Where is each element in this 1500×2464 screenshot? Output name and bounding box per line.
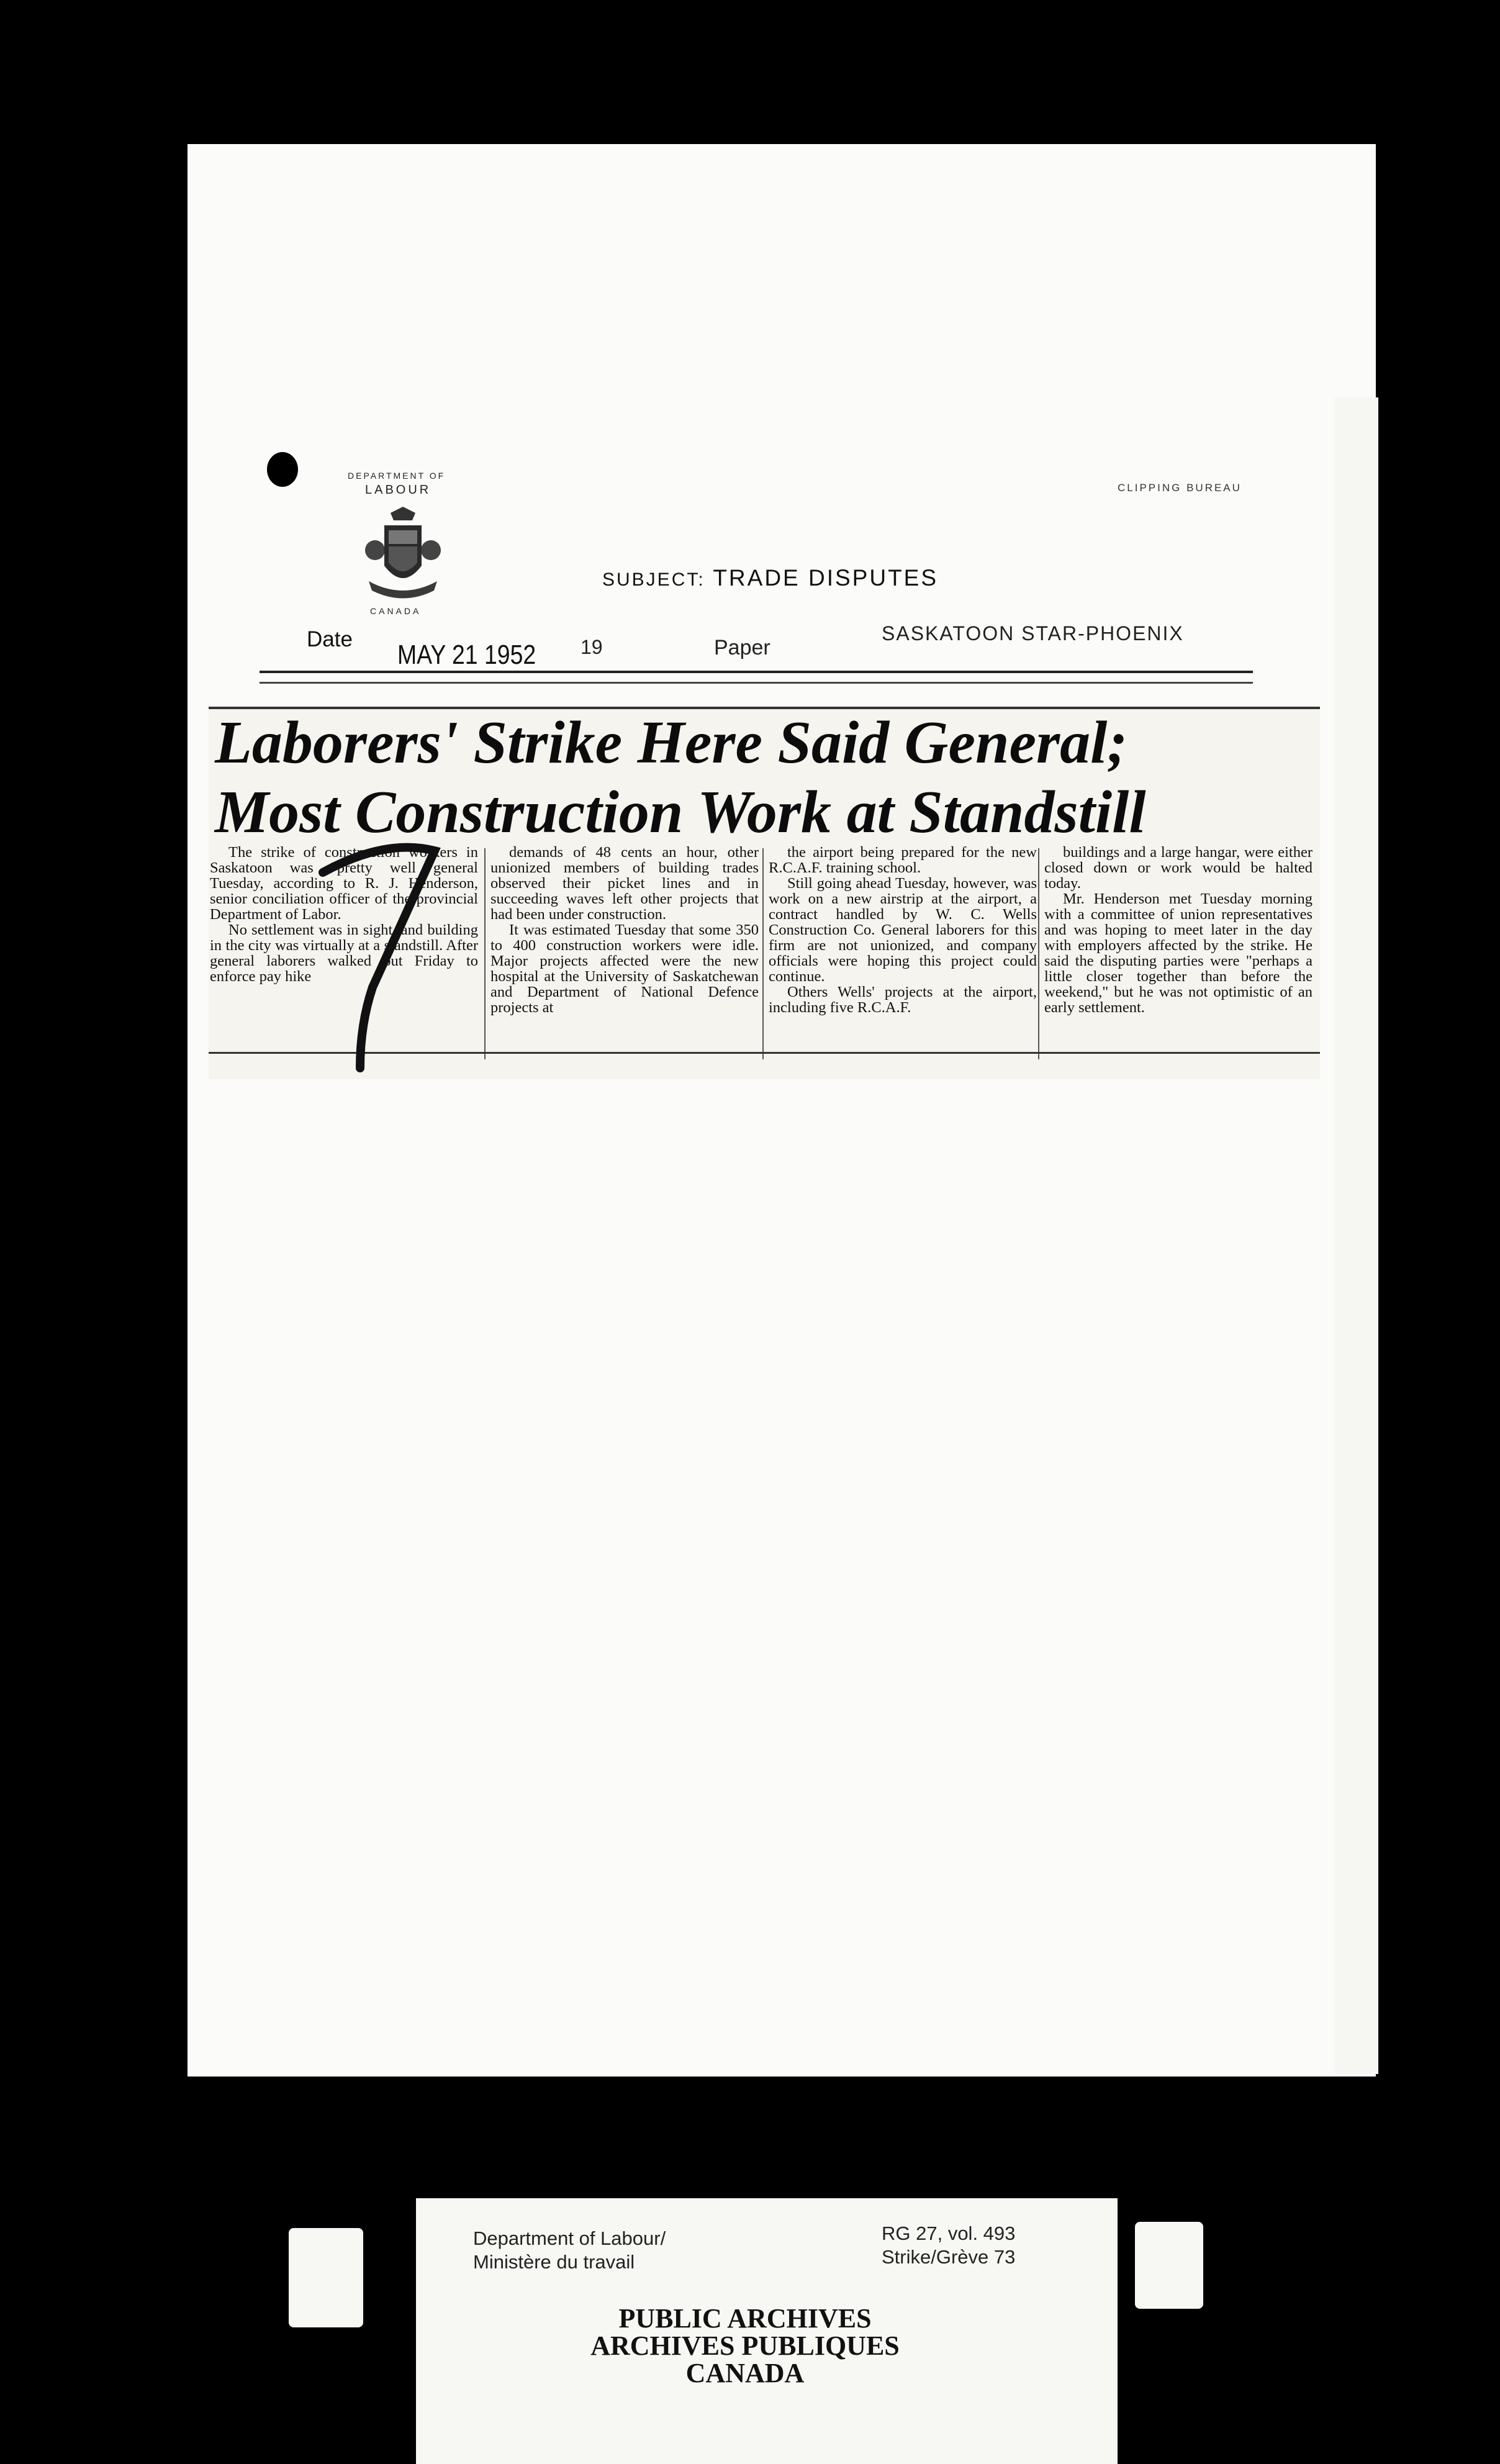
punch-hole	[267, 452, 298, 487]
paper-label: Paper	[714, 636, 770, 659]
date-label: Date	[307, 627, 353, 651]
paragraph: the airport being prepared for the new R.C.A.F. training school.	[769, 845, 1037, 876]
stamp-ref-line: Strike/Grève 73	[882, 2246, 1016, 2268]
paragraph: The strike of construction workers in Saskatoon was "pretty well general Tuesday, according to R. J. Henderson, senior conciliation officer of the provincial Department of Labor.	[210, 845, 478, 923]
paragraph: demands of 48 cents an hour, other unionized members of building trades observed their picket lines and in succeeding waves left other projects that had been under construction.	[490, 845, 759, 923]
stamp-tab	[1135, 2222, 1203, 2309]
stamp-tab	[289, 2228, 363, 2327]
stamp-department	[473, 2227, 666, 2274]
article-column-4	[1044, 845, 1312, 1063]
handwritten-mark	[310, 813, 447, 1074]
clipping-bureau-label: CLIPPING BUREAU	[1118, 482, 1242, 494]
column-rule	[484, 848, 486, 1059]
paragraph: Others Wells' projects at the airport, including five R.C.A.F.	[769, 984, 1037, 1016]
headline-line-1: Laborers' Strike Here Said General;	[215, 709, 1127, 776]
divider	[260, 682, 1253, 684]
paragraph: It was estimated Tuesday that some 350 to 400 construction workers were idle. Major projects affected were the new hospital at the University of Saskatchewan and Department of National Defence projects at	[490, 922, 759, 1016]
stamp-title	[559, 2305, 931, 2387]
paper-stamp: SASKATOON STAR-PHOENIX	[882, 622, 1184, 645]
stamp-reference	[882, 2222, 1015, 2269]
year-label: 19	[581, 636, 603, 658]
stamp-dept-line: Ministère du travail	[473, 2251, 635, 2273]
coat-of-arms-icon	[363, 507, 443, 606]
stamp-title-line: ARCHIVES PUBLIQUES	[590, 2330, 900, 2361]
paragraph: Mr. Henderson met Tuesday morning with a committee of union representatives and was hoping to meet later in the day with employers affected by the strike. He said the disputing parties were "perhaps a little closer together than before the weekend," but he was not optimistic of an early settlement.	[1044, 890, 1312, 1016]
column-rule	[1038, 848, 1039, 1059]
stamp-title-line: PUBLIC ARCHIVES	[618, 2303, 872, 2334]
subject-label: SUBJECT:	[602, 569, 705, 590]
divider	[260, 671, 1253, 673]
paragraph: Still going ahead Tuesday, however, was work on a new airstrip at the airport, a contract handled by W. C. Wells Construction Co. General laborers for this firm are not unionized, and company officials were hoping this project could continue.	[769, 875, 1037, 985]
article-column-2	[490, 845, 759, 1063]
stamp-title-line: CANADA	[685, 2358, 805, 2388]
article-column-3	[769, 845, 1037, 1063]
sheet-edge	[1335, 397, 1378, 2074]
column-rule	[762, 848, 764, 1059]
department-country: CANADA	[370, 606, 422, 616]
stamp-ref-line: RG 27, vol. 493	[882, 2222, 1016, 2244]
headline-line-2: Most Construction Work at Standstill	[215, 779, 1146, 846]
subject-line	[602, 565, 938, 591]
stamp-dept-line: Department of Labour/	[473, 2227, 666, 2249]
department-name: LABOUR	[365, 483, 431, 497]
paragraph: buildings and a large hangar, were either closed down or work would be halted today.	[1044, 845, 1312, 892]
paragraph: No settlement was in sight, and building in the city was virtually at a standstill. After general laborers walked out Friday to enforce pay hike	[210, 922, 478, 985]
document-sheet	[188, 144, 1376, 2077]
subject-value: TRADE DISPUTES	[713, 565, 939, 591]
department-top-label: DEPARTMENT OF	[348, 471, 446, 481]
date-stamp: MAY 21 1952	[397, 640, 536, 670]
